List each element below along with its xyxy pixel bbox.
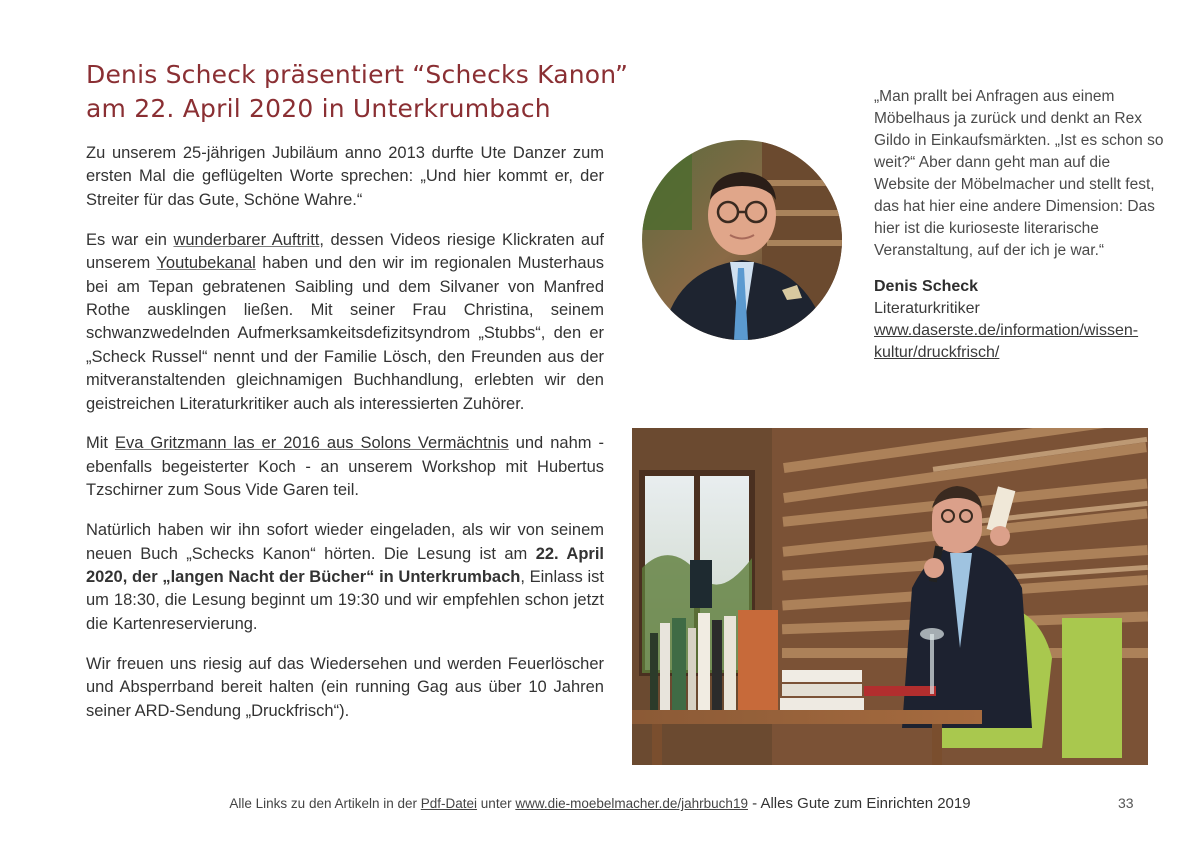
reading-event-photo xyxy=(632,428,1148,765)
paragraph-5: Wir freuen uns riesig auf das Wiedersehen und werden Feuerlöscher und Absperrband bereit halten (ein running Gag aus über 10 Jahren seiner ARD-Sendung „Druckfrisch“). xyxy=(86,654,604,720)
paragraph-1: Zu unserem 25-jährigen Jubiläum anno 2013 durfte Ute Danzer zum ersten Mal die geflügelten Worte sprechen: „Und hier kommt er, der Streiter für das Gute, Schöne Wahre.“ xyxy=(86,144,604,209)
portrait-photo xyxy=(642,140,842,340)
page-number: 33 xyxy=(1118,795,1134,811)
paragraph-3: Mit Eva Gritzmann las er 2016 aus Solons Vermächtnis und nahm - ebenfalls begeisterter Koch - an unserem Workshop mit Hubertus Tzschirner zum Sous Vide Garen teil. xyxy=(86,434,604,500)
page-title xyxy=(86,58,646,126)
jahrbuch-link[interactable]: www.die-moebelmacher.de/jahrbuch19 xyxy=(515,796,748,811)
quote-author: Denis Scheck xyxy=(874,278,979,295)
paragraph-2: Es war ein wunderbarer Auftritt, dessen Videos riesige Klickraten auf unserem Youtubekanal haben und den wir im regionalen Musterhaus bei am Tepan gebratenen Saibling und dem Silvaner von Manfred Rothe ausklingen ließen. Mit seiner Frau Christina, seinem schwanzwedelnden Aufmerksamkeitsdefizitsyndrom „Stubbs“, den er „Scheck Russel“ nennt und der Familie Lösch, den Freunden aus der mitveranstaltenden gleichnamigen Buchhandlung, erlebten wir den geistreichen Literaturkritiker auch als interessierten Zuhörer. xyxy=(86,230,604,413)
quote-role: Literaturkritiker xyxy=(874,300,980,317)
paragraph-4: Natürlich haben wir ihn sofort wieder eingeladen, als wir von seinem neuen Buch „Schecks Kanon“ hörten. Die Lesung ist am 22. April 2020, der „langen Nacht der Bücher“ in Unterkrumbach, Einlass ist um 18:30, die Lesung beginnt um 19:30 und wir empfehlen schon jetzt die Kartenreservierung. xyxy=(86,521,604,633)
pdf-file-link[interactable]: Pdf-Datei xyxy=(420,796,478,811)
link-wunderbarer-auftritt[interactable]: wunderbarer Auftritt xyxy=(173,230,320,249)
article-body xyxy=(86,142,604,723)
link-eva-gritzmann[interactable]: Eva Gritzmann las er 2016 aus Solons Vermächtnis xyxy=(114,434,509,453)
title-line-1: Denis Scheck präsentiert “Schecks Kanon” xyxy=(86,60,629,89)
quote-block xyxy=(874,86,1164,364)
title-line-2: am 22. April 2020 in Unterkrumbach xyxy=(86,94,551,123)
quote-text: „Man prallt bei Anfragen aus einem Möbelhaus ja zurück und denkt an Rex Gildo in Einkaufsmärkten. „Ist es schon so weit?“ Aber dann geht man auf die Website der Möbelmacher und stellt fest, das hat hier eine andere Dimension: Das hier ist die kurioseste literarische Veranstaltung, auf der ich je war.“ xyxy=(874,88,1164,259)
event-date-bold: 22. April 2020, der „langen Nacht der Bücher“ in Unterkrumbach xyxy=(86,544,604,586)
link-youtubekanal[interactable]: Youtubekanal xyxy=(156,254,256,273)
page-footer: Alle Links zu den Artikeln in der Pdf-Datei unter www.die-moebelmacher.de/jahrbuch19 - Alles Gute zum Einrichten 2019 xyxy=(229,795,971,812)
druckfrisch-link[interactable]: www.daserste.de/information/wissen-kultur/druckfrisch/ xyxy=(874,322,1139,361)
